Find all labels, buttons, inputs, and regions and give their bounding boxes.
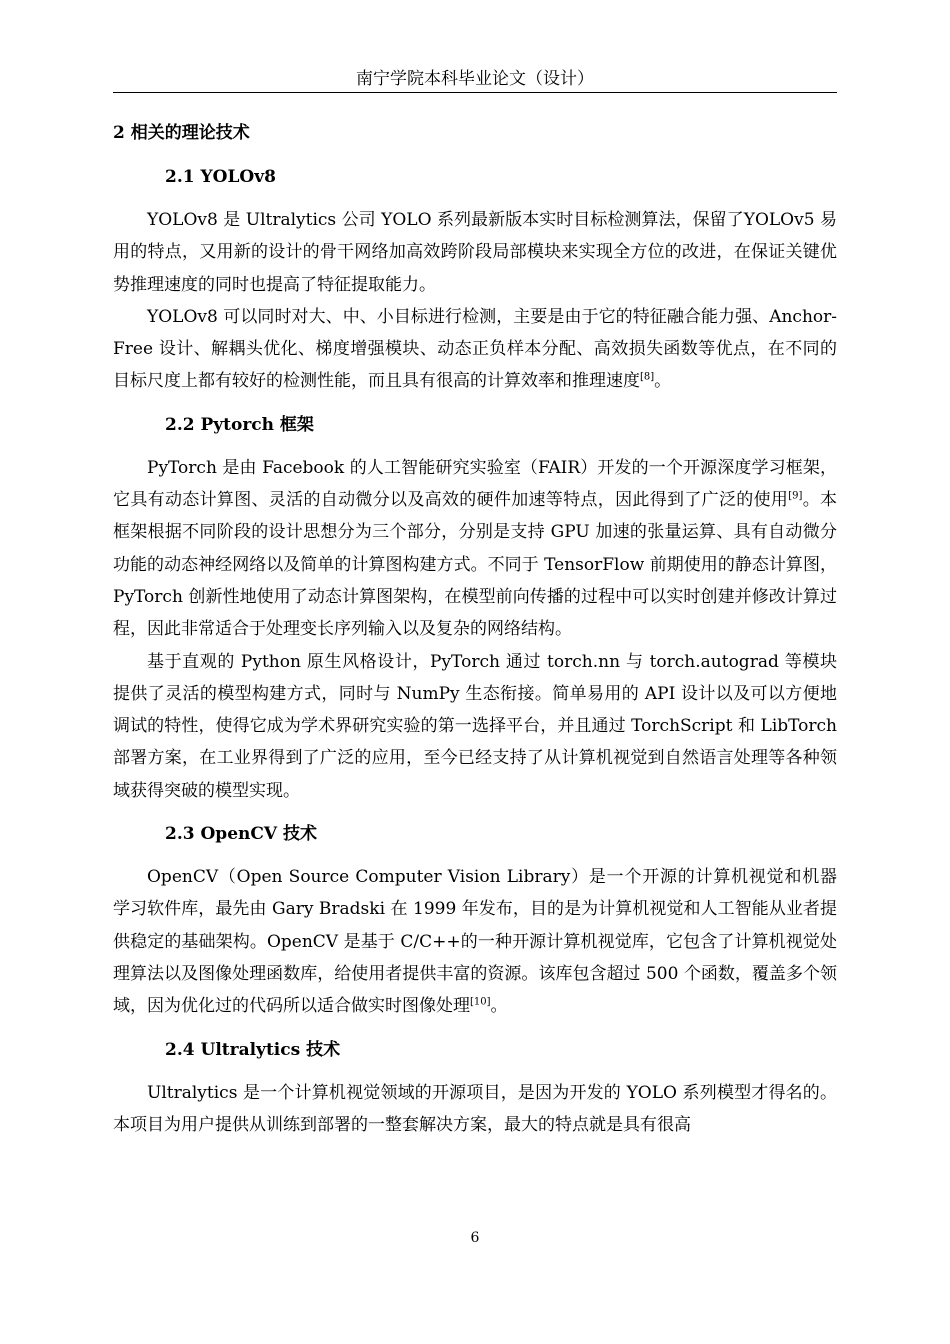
section-heading-2-3: 2.3 OpenCV 技术 [165,824,318,845]
paragraph [113,301,837,398]
section-heading-2-2: 2.2 Pytorch 框架 [165,414,314,435]
page-header: 南宁学院本科毕业论文（设计） [113,66,837,93]
paragraph-text: 。本框架根据不同阶段的设计思想分为三个部分，分别是支持 GPU 加速的张量运算、具有自动微分功能的动态神经网络以及简单的计算图构建方式。不同于 TensorFlow 前期使用的静态计算图，PyTorch 创新性地使用了动态计算图架构，在模型前向传播的过程中可以实时创建并修改计算过程，因此非常适合于处理变长序列输入以及复杂的网络结构。 [113,490,838,640]
paragraph-text: OpenCV（Open Source Computer Vision Library）是一个开源的计算机视觉和机器学习软件库，最先由 Gary Bradski 在 1999 年发布，目的是为计算机视觉和人工智能从业者提供稳定的基础架构。OpenCV 是基于 C/C++的一种开源计算机视觉库，它包含了计算机视觉处理算法以及图像处理函数库，给使用者提供丰富的资源。该库包含超过 500 个函数，覆盖多个领域，因为优化过的代码所以适合做实时图像处理 [113,867,837,1017]
section-heading-2-1: 2.1 YOLOv8 [165,167,276,187]
citation: [9] [788,490,803,502]
paragraph-text: 。 [490,996,508,1017]
paragraph [113,452,837,646]
paragraph-text: PyTorch 是由 Facebook 的人工智能研究实验室（FAIR）开发的一个开源深度学习框架，它具有动态计算图、灵活的自动微分以及高效的硬件加速等特点，因此得到了广泛的使用 [113,457,837,511]
paragraph-text: 。 [654,371,672,392]
citation: [8] [640,371,655,383]
paragraph: YOLOv8 是 Ultralytics 公司 YOLO 系列最新版本实时目标检测算法，保留了YOLOv5 易用的特点，又用新的设计的骨干网络加高效跨阶段局部模块来实现全方位的改进，在保证关键优势推理速度的同时也提高了特征提取能力。 [113,210,837,295]
document-body [113,112,837,1141]
paragraph: Ultralytics 是一个计算机视觉领域的开源项目，是因为开发的 YOLO 系列模型才得名的。本项目为用户提供从训练到部署的一整套解决方案，最大的特点就是具有很高 [113,1082,837,1135]
paragraph: 基于直观的 Python 原生风格设计，PyTorch 通过 torch.nn 与 torch.autograd 等模块提供了灵活的模型构建方式，同时与 NumPy 生态衔接。简单易用的 API 设计以及可以方便地调试的特性，使得它成为学术界研究实验的第一选择平台，并且通过 TorchScript 和 LibTorch 部署方案，在工业界得到了广泛的应用，至今已经支持了从计算机视觉到自然语言处理等各种领域获得突破的模型实现。 [113,651,837,801]
citation: [10] [470,996,491,1008]
paragraph-text: YOLOv8 可以同时对大、中、小目标进行检测，主要是由于它的特征融合能力强、Anchor-Free 设计、解耦头优化、梯度增强模块、动态正负样本分配、高效损失函数等优点，在不同的目标尺度上都有较好的检测性能，而且具有很高的计算效率和推理速度 [113,306,837,392]
page-number: 6 [470,1230,480,1246]
section-heading-2-4: 2.4 Ultralytics 技术 [165,1039,341,1060]
chapter-heading: 2 相关的理论技术 [113,123,250,143]
paragraph [113,861,837,1022]
